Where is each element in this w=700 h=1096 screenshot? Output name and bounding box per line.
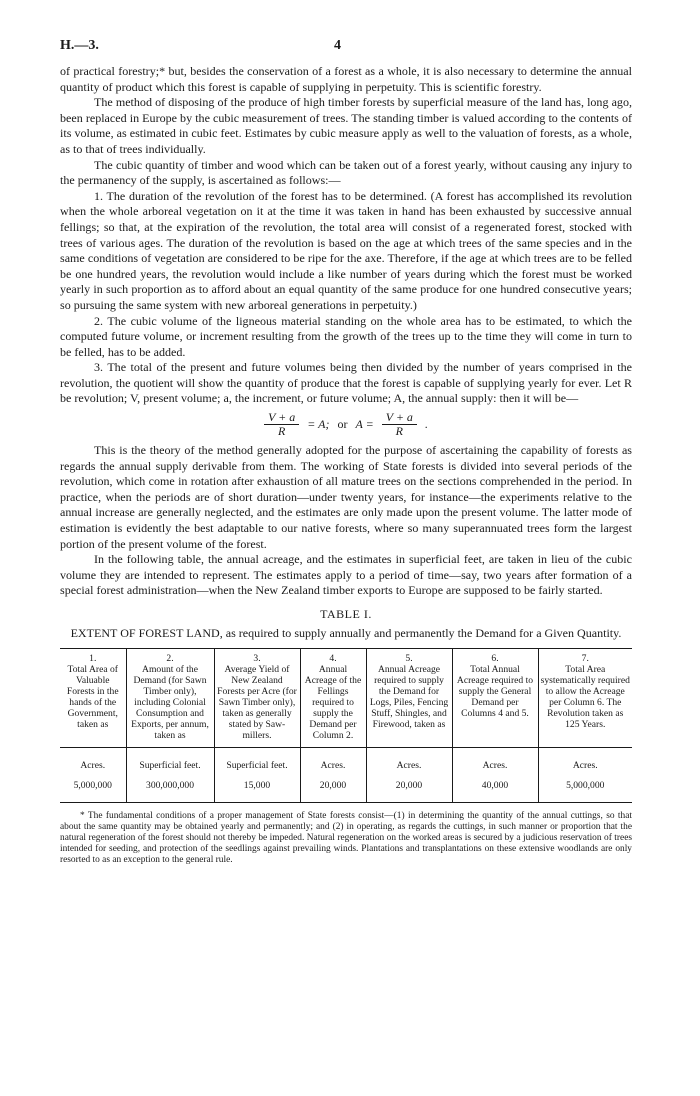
column-title-4: Annual Acreage of the Fellings required to supply the Demand per Column 2. xyxy=(304,663,362,741)
column-number-1: 1. xyxy=(89,652,97,664)
footnote xyxy=(60,811,632,866)
unit-cell-5: Acres. xyxy=(366,747,452,776)
value-cell-7: 5,000,000 xyxy=(538,776,632,803)
column-header-3 xyxy=(214,648,300,747)
paragraph-7: This is the theory of the method generally adopted for the purpose of ascertaining the capability of forests as regards the annual supply derivable from them. The working of State forests is divided into several periods of the revolution, which come in rotation after exhaustion of all mature trees on the sections comprehended in the period. In practice, when the periods are of short duration—under twenty years, for instance—the experiments relative to the annual increase are generally neglected, and the estimates are only made upon the present volume. The latter mode of estimation is evidently the best adaptable to our native forests, where so many superannuated trees form the largest portion of the present volume of the forest. xyxy=(60,443,632,551)
fraction-2 xyxy=(382,411,417,438)
paragraph-4: 1. The duration of the revolution of the forest has to be determined. (A forest has accomplished its revolution when the whole arboreal vegetation on it at the time it was taken in hand has been exhausted by successive annual fellings; so that, at the expiration of the revolution, the total area will consist of a regenerated forest, stocked with trees of various ages. The duration of the revolution is based on the age at which trees of the same species and in the same conditions of vegetation are considered to be ripe for the axe. Therefore, if the age at which trees are to be felled be one hundred years, the revolution would include a like number of years during which the forest must be worked yearly in such proportion as to afford about an equal quantity of the same produce for one hundred consecutive years; so pursuing the same system with new arboreal generations in perpetuity.) xyxy=(60,188,632,312)
unit-cell-7: Acres. xyxy=(538,747,632,776)
paragraph-3: The cubic quantity of timber and wood which can be taken out of a forest yearly, without causing any injury to the permanency of the supply, is ascertained as follows:— xyxy=(60,157,632,188)
fraction-1-numerator: V + a xyxy=(264,411,299,425)
table-title: TABLE I. xyxy=(320,607,372,621)
column-number-7: 7. xyxy=(581,652,589,664)
table-caption: EXTENT OF FOREST LAND, as required to supply annually and permanently the Demand for a Given Quantity. xyxy=(70,626,622,640)
column-header-4 xyxy=(300,648,366,747)
fraction-2-denominator: R xyxy=(395,423,403,438)
table-header-row xyxy=(60,648,632,747)
paragraph-2: The method of disposing of the produce of high timber forests by superficial measure of the land has, long ago, been replaced in Europe by the cubic measurement of trees. The standing timber is valued according to the contents of its volume, as estimated in cubic feet. Estimates by cubic measure apply as well to the valuation of forests, as a whole, as to that of trees individually. xyxy=(60,95,632,156)
value-cell-2: 300,000,000 xyxy=(126,776,214,803)
paragraph-6: 3. The total of the present and future volumes being then divided by the number of years comprised in the revolution, the quotient will show the quantity of produce that the forest is capable of supplying yearly for ever. Let R be revolution; V, present volume; a, the increment, or future volume; A, the annual supply: then it will be— xyxy=(60,360,632,406)
column-header-1 xyxy=(60,648,126,747)
formula-equals-a: = A; xyxy=(307,416,330,431)
column-number-5: 5. xyxy=(405,652,413,664)
column-number-2: 2. xyxy=(166,652,174,664)
value-cell-6: 40,000 xyxy=(452,776,538,803)
column-header-7 xyxy=(538,648,632,747)
column-title-6: Total Annual Acreage required to supply the General Demand per Columns 4 and 5. xyxy=(456,663,534,719)
column-title-2: Amount of the Demand (for Sawn Timber only), including Colonial Consumption and Exports, per annum, taken as xyxy=(131,663,209,741)
forest-land-table xyxy=(60,648,632,803)
document-page xyxy=(60,38,632,866)
formula-end: . xyxy=(424,416,428,431)
paragraph-8: In the following table, the annual acreage, and the estimates in superficial feet, are taken in lieu of the cubic volume they are intended to represent. The estimates apply to a period of time—say, two years after formation of a special forest administration—when the New Zealand timber exports to Europe are supposed to be fairly started. xyxy=(60,552,632,598)
column-header-6 xyxy=(452,648,538,747)
column-number-6: 6. xyxy=(491,652,499,664)
fraction-1 xyxy=(264,411,299,438)
value-cell-1: 5,000,000 xyxy=(60,776,126,803)
column-header-2 xyxy=(126,648,214,747)
unit-cell-3: Superficial feet. xyxy=(214,747,300,776)
page-header xyxy=(60,38,632,64)
column-header-5 xyxy=(366,648,452,747)
table-unit-row xyxy=(60,747,632,776)
unit-cell-6: Acres. xyxy=(452,747,538,776)
paragraph-1: of practical forestry;* but, besides the conservation of a forest as a whole, it is also necessary to determine the annual quantity of product which this forest is capable of supplying in perpetuity. This is scientific forestry. xyxy=(60,64,632,94)
column-number-3: 3. xyxy=(253,652,261,664)
value-cell-4: 20,000 xyxy=(300,776,366,803)
table-value-row xyxy=(60,776,632,803)
fraction-1-denominator: R xyxy=(278,423,286,438)
formula-or: or xyxy=(337,416,348,431)
formula-lhs: A = xyxy=(355,416,374,431)
column-title-7: Total Area systematically required to allow the Acreage per Column 6. The Revolution taken as 125 Years. xyxy=(540,663,630,730)
column-title-1: Total Area of Valuable Forests in the hands of the Government, taken as xyxy=(66,663,119,730)
page-number: 4 xyxy=(334,38,341,53)
paragraph-5: 2. The cubic volume of the ligneous material standing on the whole area has to be estimated, to which the computed future volume, or increment resulting from the growth of the trees up to the time they will come in turn to be felled, has to be added. xyxy=(60,313,632,359)
column-title-5: Annual Acreage required to supply the Demand for Logs, Piles, Fencing Stuff, Shingles, and Firewood, taken as xyxy=(369,663,449,730)
formula xyxy=(60,409,632,439)
footnote-text: * The fundamental conditions of a proper management of State forests consist—(1) in determining the quantity of the annual cuttings, so that about the same quantity may be obtained yearly and permanently; and (2) in operating, as regards the cuttings, in such manner or proportion that the natural regeneration of the forest should not thereby be impeded. Natural regeneration on the worked areas is secured by a judicious reservation of trees intended for seeding, and protection of the seedlings against prevailing winds. Plantations and transplantations on these extensive woodlands are only resorted to as an exception to the general rule. xyxy=(60,810,632,865)
document-code: H.—3. xyxy=(60,38,99,53)
column-title-3: Average Yield of New Zealand Forests per Acre (for Sawn Timber only), taken as generally stated by Saw-millers. xyxy=(217,663,297,741)
unit-cell-2: Superficial feet. xyxy=(126,747,214,776)
unit-cell-1: Acres. xyxy=(80,760,106,772)
unit-cell-4: Acres. xyxy=(300,747,366,776)
value-cell-3: 15,000 xyxy=(214,776,300,803)
value-cell-5: 20,000 xyxy=(366,776,452,803)
column-number-4: 4. xyxy=(329,652,337,664)
fraction-2-numerator: V + a xyxy=(382,411,417,425)
